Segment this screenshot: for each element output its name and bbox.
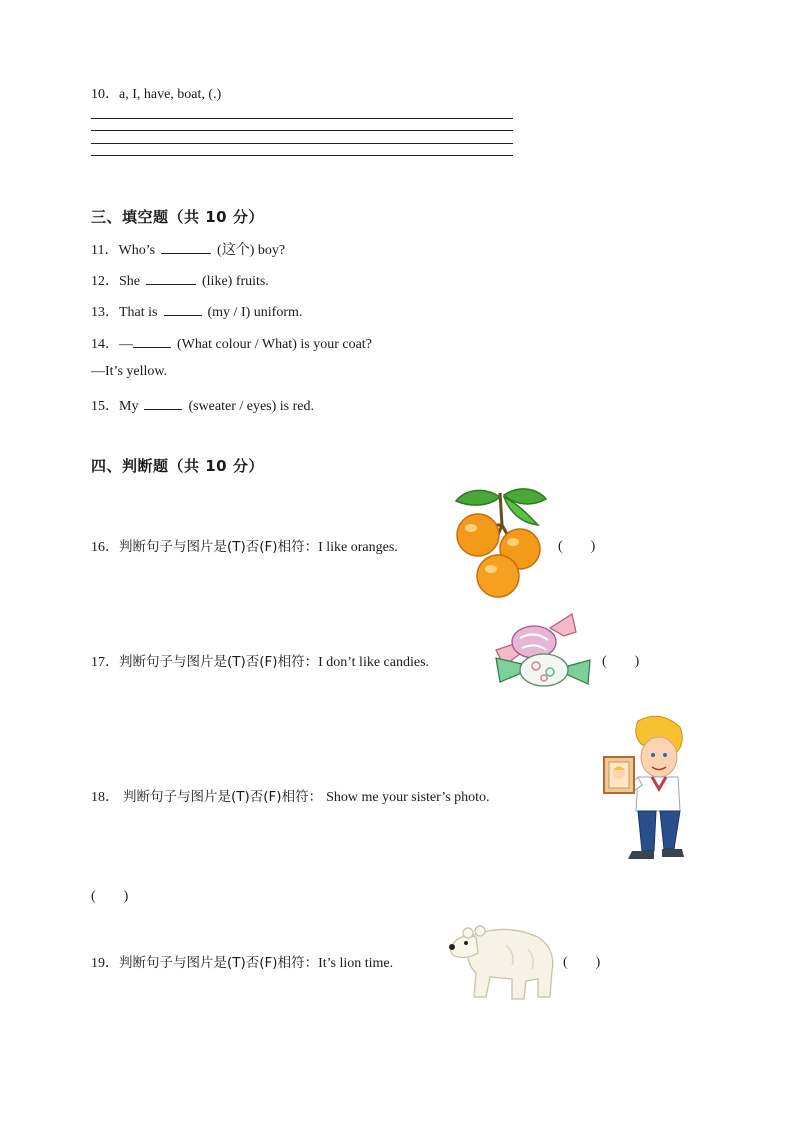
question-13 (91, 301, 302, 321)
answer-blank[interactable] (164, 301, 202, 316)
question-number: 14． (91, 337, 119, 352)
question-number: 19． (91, 956, 119, 971)
question-prompt: 判断句子与图片是(T)否(F)相符： (119, 654, 319, 670)
question-prompt: 判断句子与图片是(T)否(F)相符： (123, 789, 323, 805)
question-sentence: I don’t like candies. (318, 655, 430, 670)
section-title: 三、填空题（共 10 分） (91, 208, 264, 226)
writing-line[interactable] (91, 118, 513, 119)
question-14-answer: —It’s yellow. (91, 364, 168, 379)
question-number: 18． (91, 790, 119, 805)
question-11 (91, 239, 285, 259)
question-number: 13． (91, 305, 119, 320)
question-text: She (119, 274, 140, 289)
question-16 (91, 535, 398, 556)
question-text: My (119, 399, 139, 414)
question-sentence: Show me your sister’s photo. (326, 790, 490, 805)
question-text: (like) fruits. (202, 274, 269, 289)
question-text: (What colour / What) is your coat? (177, 337, 372, 352)
question-text: (my / I) uniform. (207, 305, 303, 320)
answer-parentheses[interactable]: ( ) (602, 654, 640, 669)
writing-line[interactable] (91, 155, 513, 156)
question-14 (91, 333, 372, 353)
answer-blank[interactable] (133, 333, 171, 348)
question-text: (sweater / eyes) is red. (188, 399, 315, 414)
question-19 (91, 951, 393, 972)
oranges-illustration (452, 485, 548, 600)
question-sentence: It’s lion time. (318, 956, 394, 971)
answer-parentheses[interactable]: ( ) (558, 539, 596, 554)
question-text: a, I, have, boat, (.) (119, 87, 222, 102)
question-number: 16． (91, 540, 119, 555)
question-text: That is (119, 305, 158, 320)
answer-blank[interactable] (144, 395, 182, 410)
question-18 (91, 785, 490, 806)
question-15 (91, 395, 314, 415)
section-title: 四、判断题（共 10 分） (91, 457, 264, 475)
question-17 (91, 650, 429, 671)
question-number: 15． (91, 399, 119, 414)
question-12 (91, 270, 269, 290)
candies-illustration (492, 610, 592, 690)
question-text: — (119, 337, 133, 352)
question-text: Who’s (118, 243, 156, 258)
writing-line[interactable] (91, 143, 513, 144)
answer-parentheses[interactable]: ( ) (563, 955, 601, 970)
answer-blank[interactable] (146, 270, 196, 285)
question-number: 12． (91, 274, 119, 289)
question-10 (91, 83, 221, 103)
question-text: (这个) boy? (217, 243, 286, 258)
question-prompt: 判断句子与图片是(T)否(F)相符： (119, 539, 319, 555)
question-prompt: 判断句子与图片是(T)否(F)相符： (119, 955, 319, 971)
question-number: 11． (91, 243, 119, 258)
question-number: 17． (91, 655, 119, 670)
answer-blank[interactable] (161, 239, 211, 254)
question-sentence: I like oranges. (318, 540, 398, 555)
polar-bear-illustration (446, 915, 558, 1001)
writing-line[interactable] (91, 130, 513, 131)
answer-parentheses[interactable]: ( ) (91, 889, 129, 904)
boy-holding-photo-illustration (602, 715, 686, 861)
question-number: 10． (91, 87, 119, 102)
